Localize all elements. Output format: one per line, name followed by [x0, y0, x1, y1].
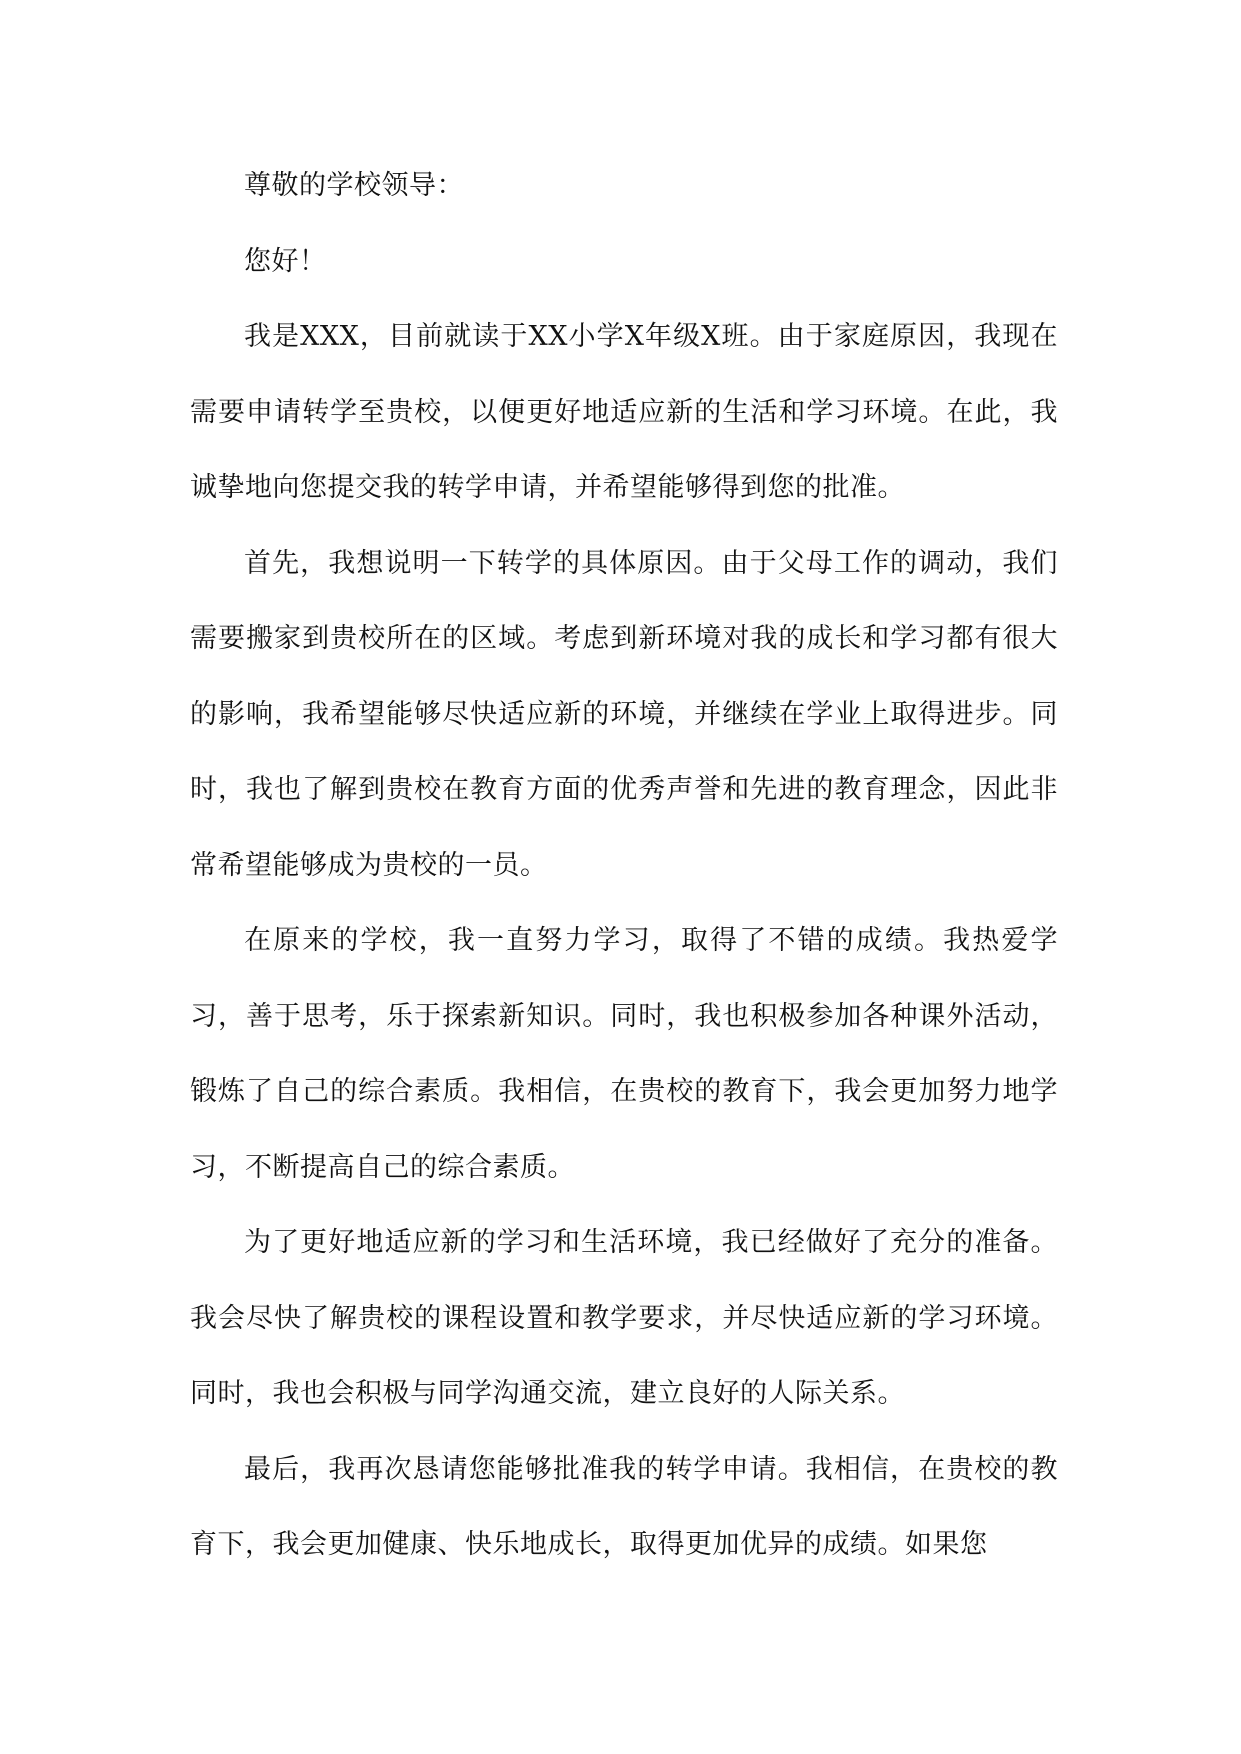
greeting: 您好！ — [244, 245, 327, 277]
letter-body — [190, 148, 1058, 1583]
paragraph-4: 为了更好地适应新的学习和生活环境，我已经做好了充分的准备。我会尽快了解贵校的课程设置和教学要求，并尽快适应新的学习环境。同时，我也会积极与同学沟通交流，建立良好的人际关系。 — [190, 1227, 1058, 1409]
paragraph-5: 最后，我再次恳请您能够批准我的转学申请。我相信，在贵校的教育下，我会更加健康、快乐地成长，取得更加优异的成绩。如果您 — [190, 1453, 1058, 1560]
salutation: 尊敬的学校领导： — [244, 170, 464, 201]
paragraph-1: 我是XXX，目前就读于XX小学X年级X班。由于家庭原因，我现在需要申请转学至贵校，以便更好地适应新的生活和学习环境。在此，我诚挚地向您提交我的转学申请，并希望能够得到您的批准。 — [190, 321, 1058, 503]
paragraph-2: 首先，我想说明一下转学的具体原因。由于父母工作的调动，我们需要搬家到贵校所在的区域。考虑到新环境对我的成长和学习都有很大的影响，我希望能够尽快适应新的环境，并继续在学业上取得进步。同时，我也了解到贵校在教育方面的优秀声誉和先进的教育理念，因此非常希望能够成为贵校的一员。 — [190, 547, 1058, 881]
paragraph-3: 在原来的学校，我一直努力学习，取得了不错的成绩。我热爱学习，善于思考，乐于探索新知识。同时，我也积极参加各种课外活动，锻炼了自己的综合素质。我相信，在贵校的教育下，我会更加努力地学习，不断提高自己的综合素质。 — [190, 925, 1058, 1183]
